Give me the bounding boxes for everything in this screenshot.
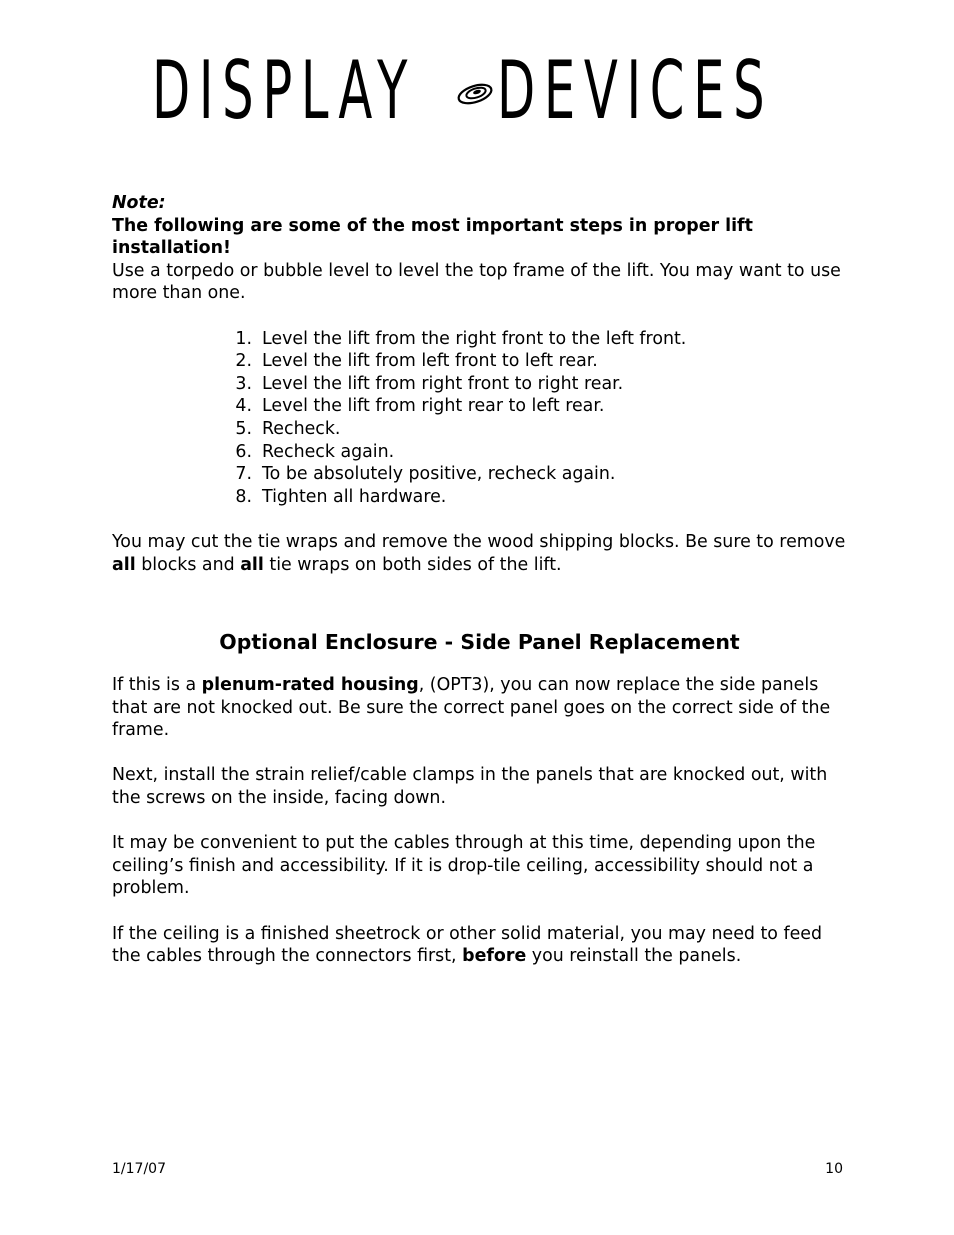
step-number: 3. (235, 373, 252, 394)
footer-date: 1/17/07 (112, 1161, 166, 1177)
list-item (222, 373, 847, 396)
step-text: Level the lift from left front to left rear. (262, 351, 598, 372)
plenum-paragraph (112, 674, 847, 742)
step-number: 5. (235, 418, 252, 439)
page-footer (112, 1160, 843, 1178)
logo-text-right: DEVICES (497, 44, 774, 137)
cables-paragraph: It may be convenient to put the cables through at this time, depending upon the ceiling’s finish and accessibility. If it is drop-tile ceiling, accessibility should not a problem. (112, 833, 816, 899)
shipping-blocks-paragraph (112, 531, 847, 576)
strain-relief-paragraph: Next, install the strain relief/cable clamps in the panels that are knocked out, with the screws on the inside, facing down. (112, 765, 828, 809)
step-text: Recheck. (262, 418, 341, 439)
list-item (222, 395, 847, 418)
step-number: 6. (235, 441, 252, 462)
swirl-logo-icon (455, 76, 495, 112)
note-label: Note: (112, 193, 166, 213)
list-item (222, 328, 847, 351)
note-headline: The following are some of the most important steps in proper lift installation! (112, 215, 753, 259)
step-text: Recheck again. (262, 441, 395, 462)
list-item (222, 441, 847, 464)
company-logo (152, 44, 802, 137)
emphasis-all: all (112, 554, 136, 575)
text-run: , (OPT3), you can now replace the side panels that are not knocked out. Be sure the correct panel goes on the correct side of the frame. (112, 675, 831, 741)
step-number: 1. (235, 328, 252, 349)
emphasis-before: before (462, 946, 527, 967)
step-text: Level the lift from right front to right rear. (262, 373, 624, 394)
text-run: you reinstall the panels. (526, 946, 742, 967)
step-text: Level the lift from right rear to left rear. (262, 396, 605, 417)
page-number: 10 (825, 1161, 843, 1177)
emphasis-plenum: plenum-rated housing (201, 675, 419, 696)
text-run: If this is a (112, 675, 202, 696)
logo-text-left: DISPLAY (152, 44, 417, 137)
step-text: Tighten all hardware. (262, 486, 447, 507)
note-intro: Use a torpedo or bubble level to level the top frame of the lift. You may want to use more than one. (112, 260, 841, 304)
step-text: Level the lift from the right front to the left front. (262, 328, 687, 349)
step-number: 2. (235, 351, 252, 372)
emphasis-all: all (240, 554, 264, 575)
list-item (222, 350, 847, 373)
text-run: If the ceiling is a finished sheetrock or other solid material, you may need to feed the cables through the connectors first, (112, 923, 823, 967)
step-number: 7. (235, 464, 252, 485)
step-number: 4. (235, 396, 252, 417)
text-run: You may cut the tie wraps and remove the wood shipping blocks. Be sure to remove (112, 531, 846, 552)
leveling-steps-list (112, 328, 847, 509)
document-body (112, 192, 847, 968)
text-run: blocks and (135, 554, 241, 575)
list-item (222, 486, 847, 509)
sheetrock-paragraph (112, 923, 847, 968)
section-heading: Optional Enclosure - Side Panel Replacement (219, 630, 740, 655)
list-item (222, 418, 847, 441)
list-item (222, 463, 847, 486)
step-number: 8. (235, 486, 252, 507)
step-text: To be absolutely positive, recheck again. (262, 464, 616, 485)
text-run: tie wraps on both sides of the lift. (263, 554, 562, 575)
